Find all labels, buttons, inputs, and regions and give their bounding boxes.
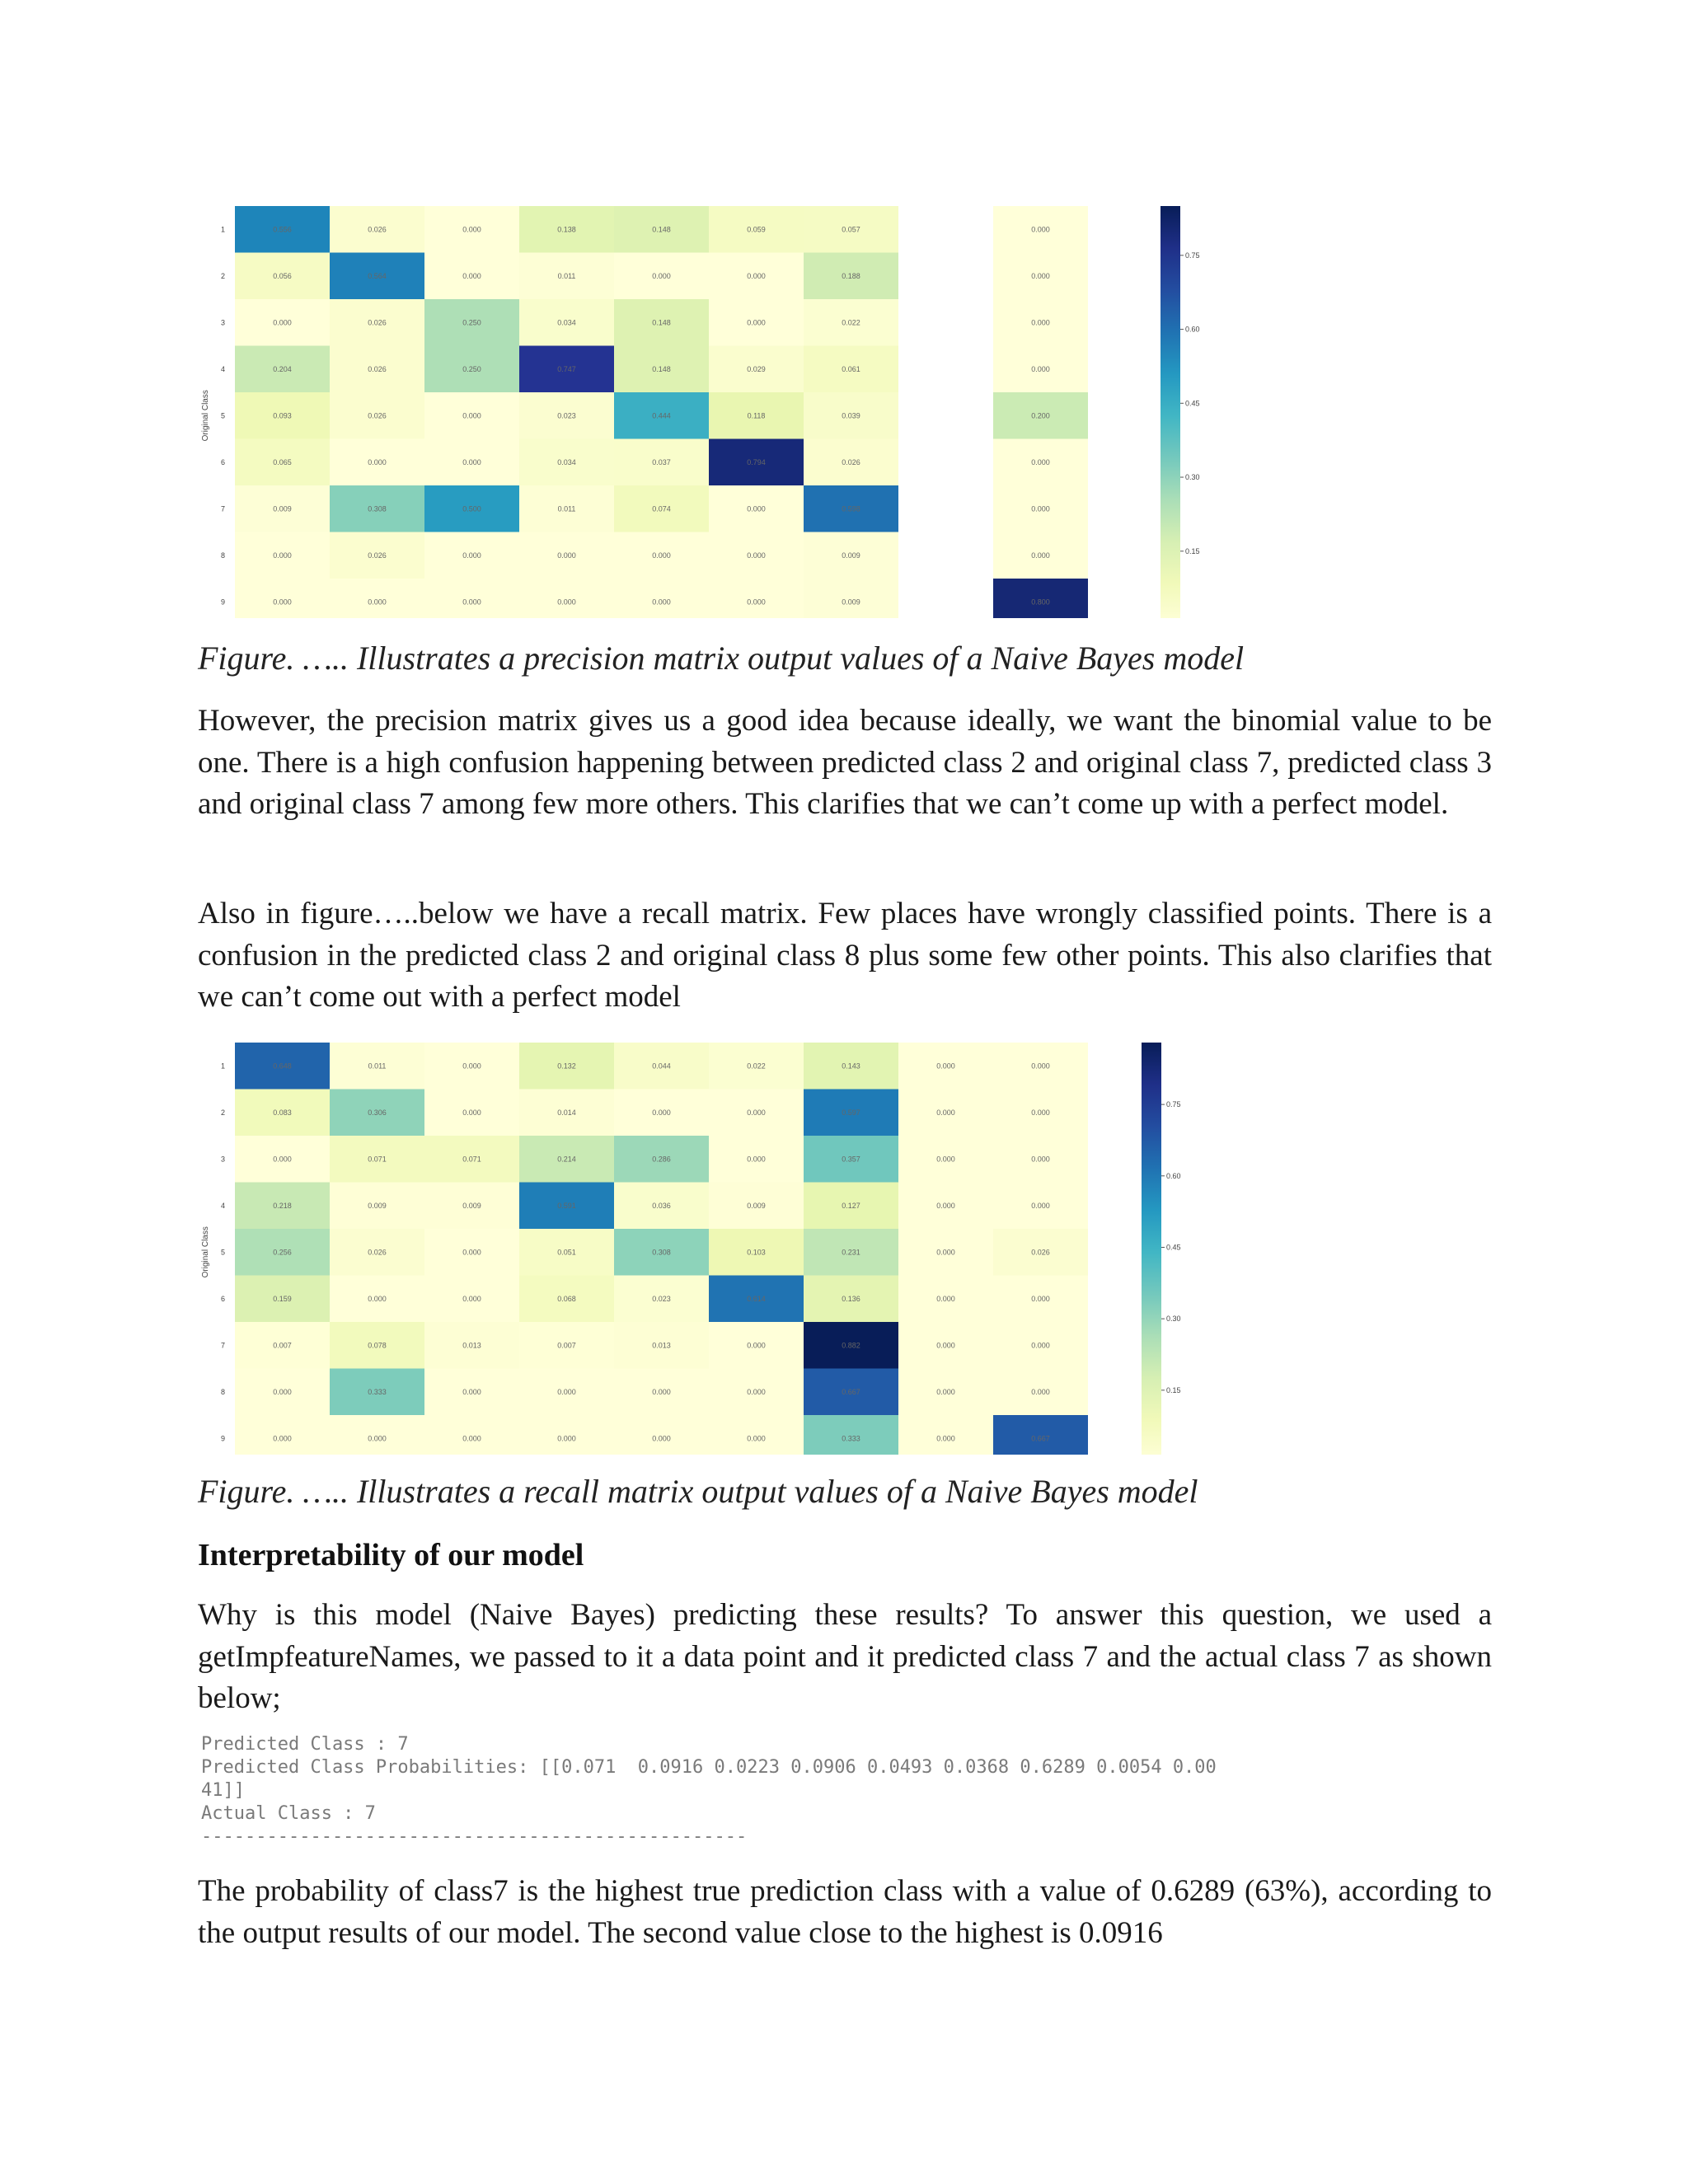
heatmap-cell-label: 0.000 [273, 1155, 292, 1164]
heatmap-cell-label: 0.022 [842, 318, 860, 327]
heatmap-cell-label: 0.127 [842, 1201, 860, 1210]
heatmap-cell-label: 0.000 [747, 598, 766, 607]
heatmap-cell-label: 0.000 [1031, 551, 1050, 560]
paragraph-precision-discussion: However, the precision matrix gives us a good idea because ideally, we want the binomial value to be one. There is a high confusion happening between predicted class 2 and original class 7, predicted class 3 and original class 7 among few more others. This clarifies that we can’t come up with a perfect model. [198, 704, 1492, 821]
heatmap-cell-label: 0.000 [273, 318, 292, 327]
heatmap-cell-label: 0.093 [273, 411, 292, 420]
colorbar [1142, 1043, 1161, 1455]
colorbar-tick-label: 0.30 [1185, 473, 1200, 482]
heatmap-cell-label: 0.011 [557, 271, 576, 280]
heatmap-cell-label: 0.023 [557, 411, 576, 420]
y-tick-label: 4 [220, 364, 225, 373]
y-tick-label: 2 [220, 1108, 225, 1117]
heatmap-cell-label: 0.026 [1031, 1248, 1050, 1257]
heatmap-cell-label: 0.078 [368, 1341, 387, 1350]
heatmap-cell-label: 0.333 [368, 1387, 387, 1396]
paragraph-recall-intro: Also in figure…..below we have a recall matrix. Few places have wrongly classified points. There is a confusion in the predicted class 2 and original class 8 plus some few other points. This also clarifies that we can’t come out with a perfect model [198, 897, 1492, 1014]
y-axis-label: Original Class [201, 1226, 210, 1278]
heatmap-cell-label: 0.083 [273, 1108, 292, 1117]
heatmap-cell-label: 0.068 [557, 1294, 576, 1303]
heatmap-cell-label: 0.000 [747, 1434, 766, 1443]
heatmap-cell-label: 0.000 [462, 1108, 481, 1117]
colorbar-tick-label: 0.30 [1166, 1315, 1181, 1324]
y-tick-label: 8 [220, 551, 225, 560]
colorbar-tick-label: 0.15 [1166, 1385, 1181, 1394]
heatmap-cell-label: 0.013 [462, 1341, 481, 1350]
y-tick-label: 5 [220, 411, 225, 420]
heatmap-cell-label: 0.013 [652, 1341, 671, 1350]
heatmap-cell-label: 0.034 [557, 457, 576, 466]
heatmap-cell-label: 0.026 [842, 457, 860, 466]
y-tick-label: 9 [220, 598, 225, 607]
heatmap-cell-label: 0.000 [462, 1062, 481, 1071]
heatmap-cell-label: 0.000 [936, 1248, 955, 1257]
colorbar [1160, 206, 1180, 618]
y-tick-label: 5 [220, 1248, 225, 1257]
heatmap-cell-label: 0.000 [936, 1434, 955, 1443]
heatmap-cell-label: 0.071 [462, 1155, 481, 1164]
heatmap-cell-label: 0.026 [368, 364, 387, 373]
code-line-predicted-class: Predicted Class : 7 [201, 1734, 409, 1755]
model-output-block [201, 1733, 1217, 1849]
precision-figure-caption: Figure. ….. Illustrates a precision matrix output values of a Naive Bayes model [198, 640, 1245, 677]
heatmap-cell-label: 0.218 [273, 1201, 292, 1210]
heatmap-cell-label: 0.000 [273, 1387, 292, 1396]
heatmap-cell-label: 0.000 [368, 598, 387, 607]
heatmap-cell-label: 0.000 [557, 1387, 576, 1396]
heatmap-cell-label: 0.009 [842, 551, 860, 560]
colorbar-tick-label: 0.75 [1166, 1100, 1181, 1109]
heatmap-cell-label: 0.136 [842, 1294, 860, 1303]
heatmap-cell-label: 0.026 [368, 1248, 387, 1257]
heatmap-cell-label: 0.000 [652, 598, 671, 607]
heatmap-cell-label: 0.250 [462, 318, 481, 327]
y-tick-label: 1 [220, 225, 225, 234]
heatmap-cell-label: 0.306 [368, 1108, 387, 1117]
heatmap-cell-label: 0.794 [747, 457, 766, 466]
heatmap-cell-label: 0.597 [842, 1108, 860, 1117]
heatmap-cell-label: 0.333 [842, 1434, 860, 1443]
heatmap-cell-label: 0.000 [462, 1387, 481, 1396]
heatmap-cell-label: 0.011 [557, 504, 576, 513]
heatmap-cell-label: 0.009 [842, 598, 860, 607]
heatmap-cell-label: 0.057 [842, 225, 860, 234]
heatmap-cell-label: 0.000 [462, 457, 481, 466]
recall-heatmap [198, 1034, 1269, 1455]
code-line-actual-class: Actual Class : 7 [201, 1803, 376, 1824]
heatmap-cell-label: 0.214 [557, 1155, 576, 1164]
heatmap-cell-label: 0.039 [842, 411, 860, 420]
y-tick-label: 2 [220, 271, 225, 280]
precision-heatmap [198, 198, 1269, 618]
heatmap-cell-label: 0.056 [273, 271, 292, 280]
heatmap-cell-label: 0.009 [273, 504, 292, 513]
heatmap-cell-label: 0.026 [368, 225, 387, 234]
heatmap-cell-label: 0.007 [557, 1341, 576, 1350]
heatmap-cell-label: 0.009 [747, 1201, 766, 1210]
heatmap-cell-label: 0.036 [652, 1201, 671, 1210]
code-line-probabilities: Predicted Class Probabilities: [[0.071 0.0916 0.0223 0.0906 0.0493 0.0368 0.6289 0.0054 0.00 [201, 1757, 1217, 1778]
heatmap-cell-label: 0.000 [462, 1434, 481, 1443]
heatmap-cell-label: 0.000 [273, 598, 292, 607]
heatmap-cell-label: 0.000 [1031, 225, 1050, 234]
heatmap-cell-label: 0.444 [652, 411, 671, 420]
heatmap-cell-label: 0.044 [652, 1062, 671, 1071]
heatmap-cell-label: 0.000 [936, 1294, 955, 1303]
colorbar-tick-label: 0.15 [1185, 546, 1200, 555]
heatmap-cell-label: 0.800 [1031, 598, 1050, 607]
heatmap-cell-label: 0.648 [273, 1062, 292, 1071]
colorbar-tick-label: 0.60 [1185, 325, 1200, 334]
heatmap-cell-label: 0.061 [842, 364, 860, 373]
heatmap-cell-label: 0.000 [652, 1387, 671, 1396]
heatmap-cell-label: 0.000 [936, 1062, 955, 1071]
heatmap-cell-label: 0.667 [842, 1387, 860, 1396]
heatmap-cell-label: 0.000 [747, 318, 766, 327]
heatmap-cell-label: 0.000 [1031, 1155, 1050, 1164]
heatmap-cell-label: 0.059 [747, 225, 766, 234]
heatmap-cell-label: 0.564 [368, 271, 387, 280]
heatmap-cell-label: 0.000 [368, 457, 387, 466]
heatmap-cell-label: 0.000 [936, 1341, 955, 1350]
heatmap-cell-label: 0.148 [652, 318, 671, 327]
heatmap-cell-label: 0.000 [273, 551, 292, 560]
heatmap-cell-label: 0.000 [368, 1434, 387, 1443]
recall-figure-caption: Figure. ….. Illustrates a recall matrix output values of a Naive Bayes model [198, 1473, 1198, 1510]
heatmap-cell-label: 0.000 [936, 1108, 955, 1117]
heatmap-cell-label: 0.250 [462, 364, 481, 373]
heatmap-cell-label: 0.074 [652, 504, 671, 513]
y-tick-label: 3 [220, 1155, 225, 1164]
heatmap-cell-label: 0.882 [842, 1341, 860, 1350]
paragraph-interpretability: Why is this model (Naive Bayes) predicting these results? To answer this question, we used a getImpfeatureNames, we passed to it a data point and it predicted class 7 and the actual class 7 as shown below; [198, 1598, 1492, 1715]
heatmap-cell-label: 0.138 [557, 225, 576, 234]
heatmap-cell-label: 0.159 [273, 1294, 292, 1303]
heatmap-cell-label: 0.231 [842, 1248, 860, 1257]
heatmap-cell-label: 0.188 [842, 271, 860, 280]
heatmap-cell-label: 0.200 [1031, 411, 1050, 420]
heatmap-cell-label: 0.598 [842, 504, 860, 513]
heatmap-cell-label: 0.000 [1031, 1294, 1050, 1303]
heatmap-cell-label: 0.037 [652, 457, 671, 466]
heatmap-cell-label: 0.143 [842, 1062, 860, 1071]
y-tick-label: 6 [220, 1294, 225, 1303]
heatmap-cell-label: 0.591 [557, 1201, 576, 1210]
heatmap-cell-label: 0.000 [652, 1434, 671, 1443]
heatmap-cell-label: 0.000 [1031, 457, 1050, 466]
heatmap-cell-label: 0.000 [747, 271, 766, 280]
heatmap-cell-label: 0.000 [936, 1387, 955, 1396]
heatmap-cell-label: 0.308 [652, 1248, 671, 1257]
heatmap-cell-label: 0.000 [747, 1341, 766, 1350]
heatmap-cell-label: 0.034 [557, 318, 576, 327]
heatmap-cell-label: 0.022 [747, 1062, 766, 1071]
heatmap-cell-label: 0.000 [462, 225, 481, 234]
precision-heatmap-svg [198, 198, 1269, 618]
heatmap-cell-label: 0.029 [747, 364, 766, 373]
heatmap-cell-label: 0.009 [368, 1201, 387, 1210]
heatmap-cell-label: 0.000 [1031, 504, 1050, 513]
heatmap-cell-label: 0.000 [1031, 364, 1050, 373]
heatmap-cell-label: 0.051 [557, 1248, 576, 1257]
heatmap-cell-label: 0.011 [368, 1062, 387, 1071]
heatmap-cell-label: 0.000 [368, 1294, 387, 1303]
heatmap-cell-label: 0.118 [747, 411, 766, 420]
heatmap-cell-label: 0.000 [462, 1294, 481, 1303]
code-line-separator: -------------------------------------------------- [201, 1826, 748, 1847]
heatmap-cell-label: 0.000 [747, 1387, 766, 1396]
heatmap-cell-label: 0.000 [652, 1108, 671, 1117]
heatmap-cell-label: 0.667 [1031, 1434, 1050, 1443]
heatmap-cell-label: 0.000 [936, 1155, 955, 1164]
heatmap-cell-label: 0.000 [747, 1108, 766, 1117]
heatmap-cell-label: 0.000 [936, 1201, 955, 1210]
heatmap-cell-label: 0.065 [273, 457, 292, 466]
heatmap-cell-label: 0.103 [747, 1248, 766, 1257]
heatmap-cell-label: 0.000 [557, 551, 576, 560]
y-tick-label: 7 [220, 1341, 225, 1350]
heatmap-cell-label: 0.009 [462, 1201, 481, 1210]
heatmap-cell-label: 0.357 [842, 1155, 860, 1164]
colorbar-tick-label: 0.45 [1166, 1243, 1181, 1252]
y-tick-label: 9 [220, 1434, 225, 1443]
y-tick-label: 4 [220, 1201, 225, 1210]
heatmap-cell-label: 0.000 [462, 1248, 481, 1257]
paragraph-probability-explanation: The probability of class7 is the highest true prediction class with a value of 0.6289 (63%), according to the output results of our model. The second value close to the highest is 0.0916 [198, 1874, 1492, 1950]
heatmap-cell-label: 0.000 [462, 271, 481, 280]
heatmap-cell-label: 0.000 [1031, 1201, 1050, 1210]
heatmap-cell-label: 0.014 [557, 1108, 576, 1117]
colorbar-tick-label: 0.75 [1185, 251, 1200, 260]
heatmap-cell-label: 0.000 [747, 504, 766, 513]
heatmap-cell-label: 0.000 [462, 598, 481, 607]
heatmap-cell-label: 0.286 [652, 1155, 671, 1164]
heatmap-cell-label: 0.000 [1031, 1108, 1050, 1117]
heatmap-cell-label: 0.148 [652, 364, 671, 373]
heatmap-cell-label: 0.000 [273, 1434, 292, 1443]
y-tick-label: 7 [220, 504, 225, 513]
heatmap-cell-label: 0.256 [273, 1248, 292, 1257]
heatmap-cell-label: 0.500 [462, 504, 481, 513]
y-axis-label: Original Class [201, 390, 210, 442]
y-tick-label: 6 [220, 457, 225, 466]
recall-heatmap-svg [198, 1034, 1269, 1455]
heatmap-cell-label: 0.000 [1031, 1062, 1050, 1071]
colorbar-tick-label: 0.60 [1166, 1171, 1181, 1180]
heatmap-cell-label: 0.000 [557, 598, 576, 607]
heatmap-cell-label: 0.007 [273, 1341, 292, 1350]
heatmap-cell-label: 0.023 [652, 1294, 671, 1303]
heatmap-cell-label: 0.026 [368, 411, 387, 420]
heatmap-cell-label: 0.308 [368, 504, 387, 513]
heatmap-cell-label: 0.026 [368, 318, 387, 327]
heatmap-cell-label: 0.000 [462, 551, 481, 560]
heatmap-cell-label: 0.000 [1031, 318, 1050, 327]
heatmap-cell-label: 0.000 [652, 551, 671, 560]
heatmap-cell-label: 0.000 [462, 411, 481, 420]
colorbar-tick-label: 0.45 [1185, 399, 1200, 408]
heatmap-cell-label: 0.204 [273, 364, 292, 373]
heatmap-cell-label: 0.148 [652, 225, 671, 234]
heatmap-cell-label: 0.000 [557, 1434, 576, 1443]
heatmap-cell-label: 0.000 [747, 551, 766, 560]
heatmap-cell-label: 0.000 [1031, 1387, 1050, 1396]
heatmap-cell-label: 0.614 [747, 1294, 766, 1303]
heatmap-cell-label: 0.000 [652, 271, 671, 280]
heatmap-cell-label: 0.556 [273, 225, 292, 234]
y-tick-label: 8 [220, 1387, 225, 1396]
heatmap-cell-label: 0.132 [557, 1062, 576, 1071]
section-heading-interpretability: Interpretability of our model [198, 1538, 584, 1572]
heatmap-cell-label: 0.000 [747, 1155, 766, 1164]
heatmap-cell-label: 0.000 [1031, 1341, 1050, 1350]
heatmap-cell-label: 0.026 [368, 551, 387, 560]
heatmap-cell-label: 0.071 [368, 1155, 387, 1164]
heatmap-cell-label: 0.000 [1031, 271, 1050, 280]
heatmap-cell-label: 0.747 [557, 364, 576, 373]
y-tick-label: 1 [220, 1062, 225, 1071]
code-line-probabilities-cont: 41]] [201, 1780, 245, 1801]
y-tick-label: 3 [220, 318, 225, 327]
